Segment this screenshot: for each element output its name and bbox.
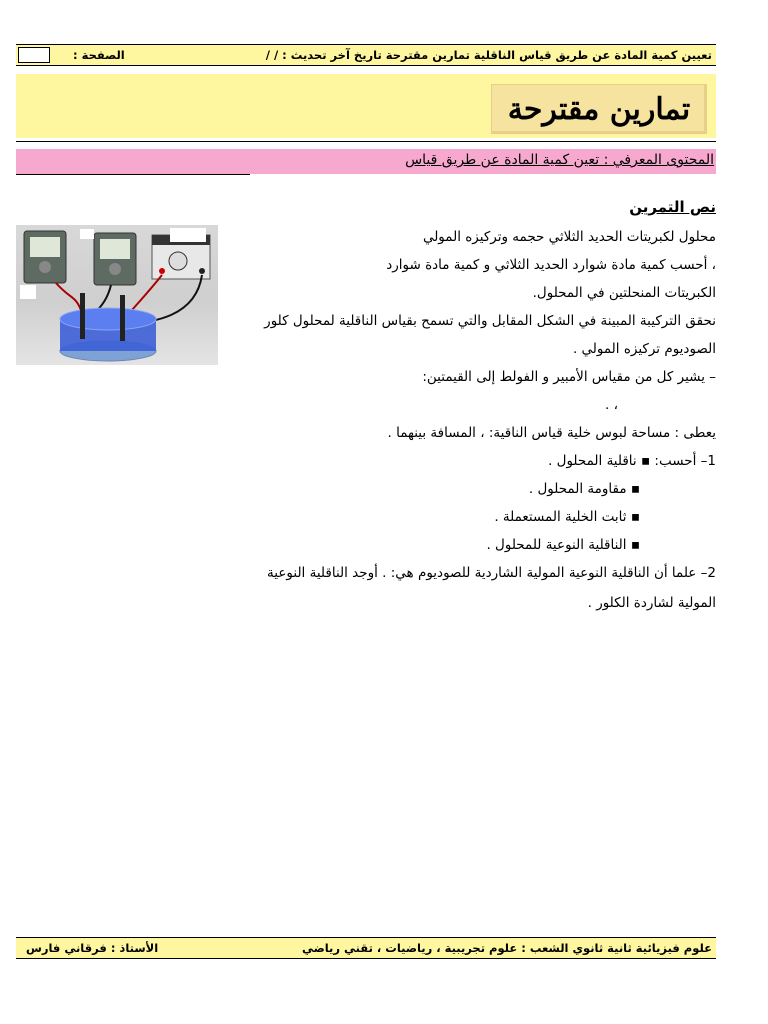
- exercise-line: ، .: [605, 397, 618, 413]
- exercise-line: ▪ ثابت الخلية المستعملة .: [494, 509, 640, 525]
- content-row-text: المحتوى المعرفي : تعين كمية المادة عن طريق قياس: [405, 152, 714, 168]
- page-label: الصفحة :: [73, 48, 125, 62]
- exercise-line: 2– علما أن الناقلية النوعية المولية الشاردية للصوديوم هي: . أوجد الناقلية النوعية: [267, 565, 716, 581]
- exercise-line: ، أحسب كمية مادة شوارد الحديد الثلاثي و كمية مادة شوارد: [386, 257, 716, 273]
- exercise-line: 1– أحسب: ▪ ناقلية المحلول .: [548, 453, 716, 469]
- ammeter-icon: [24, 231, 66, 283]
- page-title: تمارين مقترحة: [491, 84, 707, 134]
- exercise-line: ▪ الناقلية النوعية للمحلول .: [486, 537, 640, 553]
- label-box: [80, 229, 94, 239]
- exercise-line: محلول لكبريتات الحديد الثلاثي حجمه وتركيزه المولي: [422, 229, 716, 245]
- page-header: [16, 44, 716, 66]
- exercise-line: الكبريتات المنحلتين في المحلول.: [532, 285, 716, 301]
- label-box: [170, 228, 206, 242]
- underline-divider: [16, 174, 250, 175]
- exercise-line: يعطى : مساحة لبوس خلية قياس الناقية: ، المسافة بينهما .: [387, 425, 716, 441]
- title-banner: [16, 74, 716, 138]
- exercise-line: نحقق التركيبة المبينة في الشكل المقابل والتي تسمح بقياس الناقلية لمحلول كلور: [264, 313, 716, 329]
- exercise-line: الصوديوم تركيزه المولي .: [572, 341, 716, 357]
- exercise-title: نص التمرين: [629, 198, 716, 216]
- exercise-line: المولية لشاردة الكلور .: [587, 595, 716, 611]
- content-row: [16, 149, 716, 174]
- footer-course-info: علوم فيزيائية ثانية ثانوي الشعب : علوم تجريبية ، رياضيات ، تقني رياضي: [301, 941, 712, 955]
- voltmeter-icon: [94, 233, 136, 285]
- label-box: [20, 285, 36, 299]
- header-text: تعيين كمية المادة عن طريق قياس الناقلية تمارين مقترحة تاريخ آخر تحديث : / /: [265, 48, 712, 62]
- conductivity-setup-illustration: [16, 225, 218, 365]
- page-number-box: [18, 47, 50, 63]
- exercise-line: – يشير كل من مقياس الأمبير و الفولط إلى القيمتين:: [422, 369, 716, 385]
- apparatus-image: [16, 225, 218, 365]
- exercise-line: ▪ مقاومة المحلول .: [528, 481, 640, 497]
- page-footer: [16, 937, 716, 959]
- beaker-icon: [60, 293, 156, 361]
- divider: [16, 141, 716, 142]
- footer-teacher: الأستاذ : فرقاني فارس: [26, 941, 159, 955]
